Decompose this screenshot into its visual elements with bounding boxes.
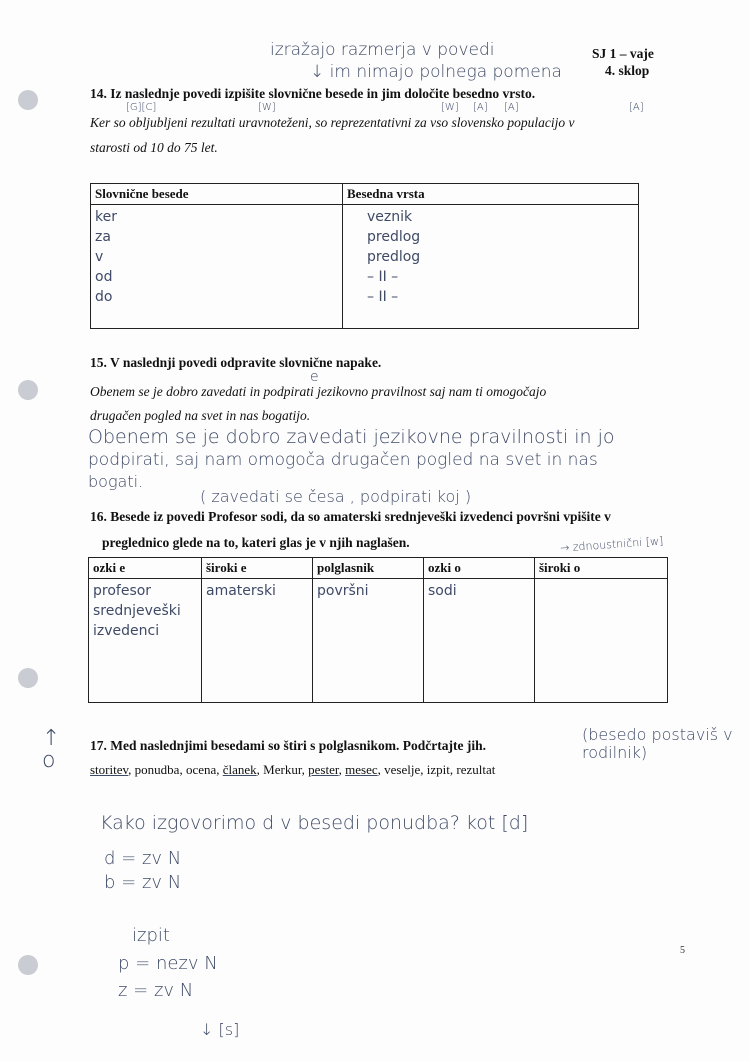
handwritten-note: ↓ [s] <box>200 1020 240 1039</box>
word: sodi <box>428 583 457 599</box>
handwritten-answer: Obenem se je dobro zavedati jezikovne pravilnosti in jo <box>88 426 615 448</box>
word-underlined[interactable]: mesec <box>345 762 378 777</box>
q16-title: 16. Besede iz povedi Profesor sodi, da so amaterski srednjeveški izvedenci površni vpišite v <box>90 509 611 524</box>
word-type: – II – <box>367 269 399 285</box>
cell-polglasnik[interactable] <box>313 579 424 703</box>
column-header: Slovnične besede <box>91 184 343 205</box>
handwritten-note: z = zv N <box>118 980 194 1001</box>
word-type: predlog <box>367 229 421 245</box>
words-cell[interactable] <box>91 205 343 329</box>
handwritten-note: (besedo postaviš v rodilnik) <box>582 725 733 762</box>
word[interactable]: veselje <box>384 762 421 777</box>
punch-hole <box>18 668 38 688</box>
margin-mark: ↑ o <box>42 726 61 773</box>
handwritten-mark: [G][C] <box>126 102 157 113</box>
word-type: predlog <box>367 249 421 265</box>
column-header: široki e <box>202 558 313 579</box>
word: od <box>95 269 113 285</box>
word: ker <box>95 209 117 225</box>
punch-hole <box>18 90 38 110</box>
column-header: ozki o <box>424 558 535 579</box>
course-label: SJ 1 – vaje <box>592 46 654 61</box>
q16-title: preglednico glede na to, kateri glas je v njih naglašen. <box>102 535 410 550</box>
column-header: široki o <box>535 558 668 579</box>
word: izvedenci <box>93 623 160 639</box>
cell-ozki-o[interactable] <box>424 579 535 703</box>
column-header: polglasnik <box>313 558 424 579</box>
word: za <box>95 229 111 245</box>
q17-word-list: storitev, ponudba, ocena, članek, Merkur, pester, mesec, veselje, izpit, rezultat <box>90 762 496 777</box>
word: v <box>95 249 104 265</box>
handwritten-note: p = nezv N <box>118 953 218 974</box>
handwritten-mark: [W] <box>441 102 459 113</box>
cell-siroki-e[interactable] <box>202 579 313 703</box>
word-type: – II – <box>367 289 399 305</box>
types-cell[interactable] <box>343 205 639 329</box>
word[interactable]: Merkur <box>263 762 302 777</box>
q15-sentence: drugačen pogled na svet in nas bogatijo. <box>90 408 311 423</box>
handwritten-mark: [A] <box>629 102 644 113</box>
handwritten-note: b = zv N <box>104 872 182 893</box>
q14-sentence: Ker so obljubljeni rezultati uravnoteženi, so reprezentativni za vso slovensko populacijo v <box>90 115 575 130</box>
q16-table <box>88 557 668 703</box>
q14-table <box>90 183 639 329</box>
handwritten-note: → zdnoustnični [w] <box>559 534 664 555</box>
q14-title: 14. Iz naslednje povedi izpišite slovnične besede in jim določite besedno vrsto. <box>90 86 536 101</box>
word: površni <box>317 583 369 599</box>
word-underlined[interactable]: članek <box>222 762 257 777</box>
word-type: veznik <box>367 209 413 225</box>
cell-siroki-o[interactable] <box>535 579 668 703</box>
handwritten-correction: e <box>310 369 319 385</box>
handwritten-mark: [A] <box>473 102 488 113</box>
handwritten-mark: [A] <box>504 102 519 113</box>
handwritten-note: izpit <box>132 925 170 946</box>
q17-title: 17. Med naslednjimi besedami so štiri s polglasnikom. Podčrtajte jih. <box>90 738 487 753</box>
q14-sentence: starosti od 10 do 75 let. <box>90 140 218 155</box>
q15-title: 15. V naslednji povedi odpravite slovnične napake. <box>90 355 382 370</box>
handwritten-note: Kako izgovorimo d v besedi ponudba? kot [d] <box>100 812 529 834</box>
word[interactable]: ponudba <box>134 762 180 777</box>
punch-hole <box>18 955 38 975</box>
word[interactable]: rezultat <box>456 762 496 777</box>
word-underlined[interactable]: pester <box>308 762 339 777</box>
word[interactable]: ocena <box>185 762 217 777</box>
handwritten-mark: [W] <box>258 102 276 113</box>
handwritten-answer: podpirati, saj nam omogoča drugačen pogled na svet in nas <box>88 450 598 470</box>
cell-ozki-e[interactable] <box>89 579 202 703</box>
word-underlined[interactable]: storitev <box>90 762 129 777</box>
word: amaterski <box>206 583 276 599</box>
word[interactable]: izpit <box>426 762 450 777</box>
page-mark: 5 <box>680 945 685 956</box>
word: srednjeveški <box>93 603 181 619</box>
handwritten-note: ↓ im nimajo polnega pomena <box>310 62 562 82</box>
q15-sentence: Obenem se je dobro zavedati in podpirati jezikovno pravilnost saj nam ti omogočajo <box>90 384 547 399</box>
handwritten-answer: ( zavedati se česa , podpirati koj ) <box>200 487 472 506</box>
unit-label: 4. sklop <box>605 63 650 78</box>
handwritten-note: d = zv N <box>104 848 182 869</box>
handwritten-note: izražajo razmerja v povedi <box>270 40 495 60</box>
column-header: ozki e <box>89 558 202 579</box>
column-header: Besedna vrsta <box>343 184 639 205</box>
word: do <box>95 289 113 305</box>
word: profesor <box>93 583 152 599</box>
handwritten-answer: bogati. <box>88 472 144 491</box>
punch-hole <box>18 380 38 400</box>
